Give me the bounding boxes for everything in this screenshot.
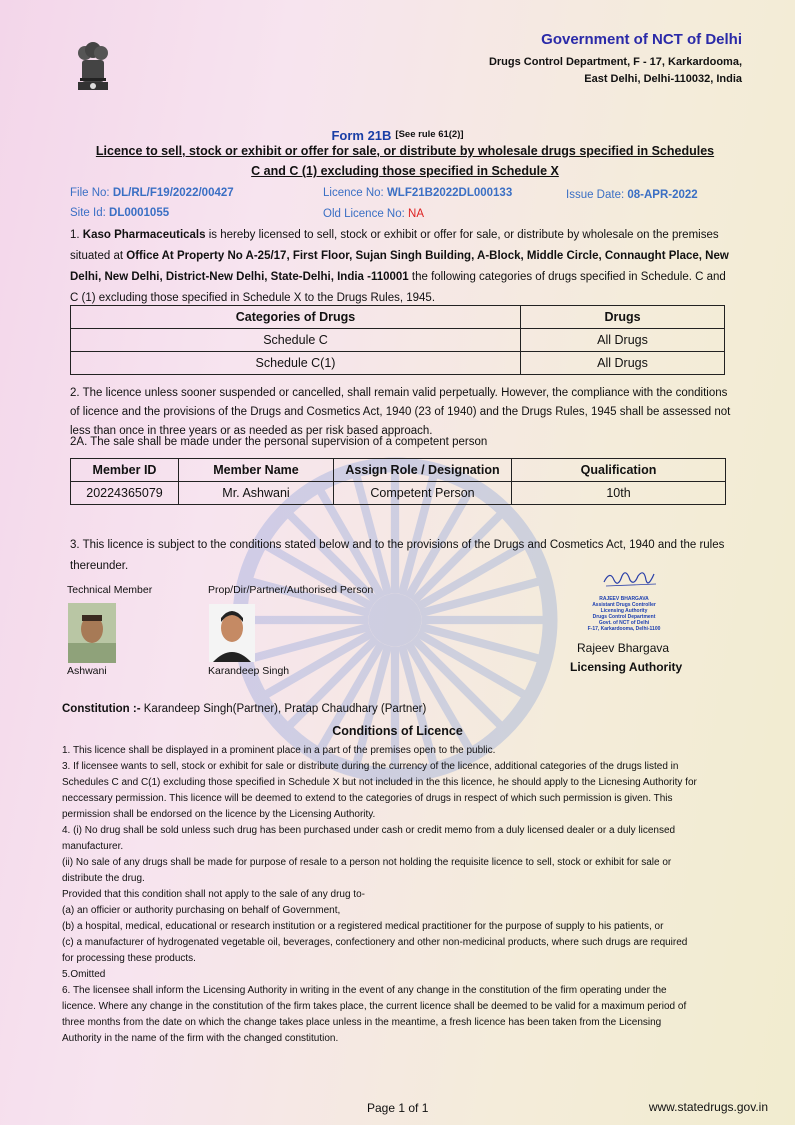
condition-line: licence. Where any change in the constitution of the firm takes place, the current licence shall be deemed to be valid for a maximum period of xyxy=(62,1001,687,1012)
licence-no: Licence No: WLF21B2022DL000133 xyxy=(323,187,513,199)
condition-line: Provided that this condition shall not apply to the sale of any drug to- xyxy=(62,889,365,900)
department-line-1: Drugs Control Department, F - 17, Karkardooma, xyxy=(488,56,742,68)
column-header: Qualification xyxy=(512,459,726,482)
table-header-row xyxy=(71,459,726,482)
condition-line: three months from the date on which the change takes place unless in the meantime, a fresh licence has been taken from the Licensing xyxy=(62,1017,662,1028)
condition-line: (b) a hospital, medical, educational or research institution or a registered medical practitioner for the purpose of supply to his patients, or xyxy=(62,921,664,932)
page-number: Page 1 of 1 xyxy=(367,1101,429,1115)
condition-line: neccessary permission. This licence will be deemed to extend to the categories of drugs in respect of which such permission is given. This xyxy=(62,793,673,804)
issue-date: Issue Date: 08-APR-2022 xyxy=(566,189,698,201)
condition-line: permission shall be endorsed on the licence by the Licensing Authority. xyxy=(62,809,376,820)
partner-label: Prop/Dir/Partner/Authorised Person xyxy=(208,584,374,596)
national-emblem-icon xyxy=(68,38,118,94)
signature-icon xyxy=(600,566,662,592)
premises-address: Office At Property No A-25/17, First Floor, Sujan Singh Building, A-Block, Middle Circle, Connaught Place, New Delhi, New Delhi, District-New Delhi, State-Delhi, India -110001 xyxy=(70,250,729,283)
condition-line: (ii) No sale of any drugs shall be made for purpose of resale to a person not holding the requisite licence to sell, stock or exhibit for sale or xyxy=(62,857,672,868)
old-licence-no: Old Licence No: NA xyxy=(323,208,425,220)
authority-title: Licensing Authority xyxy=(570,660,683,674)
licence-heading-line-1: Licence to sell, stock or exhibit or offer for sale, or distribute by wholesale drugs specified in Schedules xyxy=(95,144,715,158)
table-cell: Competent Person xyxy=(334,482,512,505)
form-title xyxy=(0,127,795,145)
table-cell: Schedule C(1) xyxy=(71,352,521,375)
condition-line: for processing these products. xyxy=(62,953,196,964)
column-header: Member Name xyxy=(179,459,334,482)
table-cell: Mr. Ashwani xyxy=(179,482,334,505)
licence-heading-line-2: C and C (1) excluding those specified in Schedule X xyxy=(251,164,559,178)
form-rule: [See rule 61(2)] xyxy=(395,129,464,140)
table-header-row xyxy=(71,306,725,329)
conditions-list xyxy=(62,743,732,1047)
table-cell: Schedule C xyxy=(71,329,521,352)
condition-line: 5.Omitted xyxy=(62,969,106,980)
website-link[interactable]: www.statedrugs.gov.in xyxy=(648,1100,768,1114)
member-table xyxy=(70,458,726,505)
condition-line: 1. This licence shall be displayed in a prominent place in a part of the premises open to the public. xyxy=(62,745,496,756)
condition-line: 4. (i) No drug shall be sold unless such drug has been purchased under cash or credit memo from a duly licensed dealer or a duly licensed xyxy=(62,825,676,836)
licence-paragraph-2: 2. The licence unless sooner suspended or cancelled, shall remain valid perpetually. However, the compliance with the conditions of licence and the provisions of the Drugs and Cosmetics Act, 1940 (23 of 1940) and the Drugs Rules, 1945 shall be assessed not less than once in three years or as needed as per risk based approach. xyxy=(70,387,731,437)
condition-line: 6. The licensee shall inform the Licensing Authority in writing in the event of any change in the constitution of the firm operating under the xyxy=(62,985,667,996)
conditions-title: Conditions of Licence xyxy=(332,724,463,738)
constitution: Constitution :- Karandeep Singh(Partner), Pratap Chaudhary (Partner) xyxy=(62,703,427,715)
form-number: Form 21B xyxy=(331,128,392,143)
drug-categories-table xyxy=(70,305,725,375)
table-row xyxy=(71,329,725,352)
condition-line: Schedules C and C(1) excluding those specified in Schedule X but not included in the this licence, he should apply to the Licnesing Authority for xyxy=(62,777,697,788)
table-row xyxy=(71,352,725,375)
column-header: Member ID xyxy=(71,459,179,482)
partner-name: Karandeep Singh xyxy=(208,665,290,677)
authority-name: Rajeev Bhargava xyxy=(577,641,670,655)
licence-paragraph-3: 3. This licence is subject to the conditions stated below and to the provisions of the Drugs and Cosmetics Act, 1940 and the rules thereunder. xyxy=(70,539,725,572)
technical-member-photo xyxy=(68,603,116,663)
partner-photo xyxy=(209,604,255,662)
table-cell: 20224365079 xyxy=(71,482,179,505)
site-id: Site Id: DL0001055 xyxy=(70,207,170,219)
government-title: Government of NCT of Delhi xyxy=(541,31,742,48)
firm-name: Kaso Pharmaceuticals xyxy=(82,229,206,241)
condition-line: (a) an officier or authority purchasing on behalf of Government, xyxy=(62,905,341,916)
department-line-2: East Delhi, Delhi-110032, India xyxy=(584,73,742,85)
licence-paragraph-1: 1. Kaso Pharmaceuticals is hereby licensed to sell, stock or exhibit or offer for sale, or distribute by wholesale on the premises situated at Office At Property No A-25/17, First Floor, Sujan Singh Building, A-Block, Middle Circle, Connaught Place, New Delhi, New Delhi, District-New Delhi, State-Delhi, India -110001 the following categories of drugs specified in Schedule. C and C (1) excluding those specified in Schedule X to the Drugs Rules, 1945. xyxy=(70,229,729,304)
column-header: Assign Role / Designation xyxy=(334,459,512,482)
condition-line: 3. If licensee wants to sell, stock or exhibit for sale or distribute during the currency of the licence, additional categories of the drugs listed in xyxy=(62,761,679,772)
condition-line: (c) a manufacturer of hydrogenated vegetable oil, beverages, confectionery and other non-medicinal products, where such drugs are required xyxy=(62,937,688,948)
column-header: Categories of Drugs xyxy=(71,306,521,329)
licence-paragraph-2a: 2A. The sale shall be made under the personal supervision of a competent person xyxy=(70,436,488,448)
table-cell: All Drugs xyxy=(521,329,725,352)
file-no: File No: DL/RL/F19/2022/00427 xyxy=(70,187,234,199)
table-cell: All Drugs xyxy=(521,352,725,375)
technical-member-name: Ashwani xyxy=(67,665,107,677)
authority-stamp: RAJEEV BHARGAVA Assistant Drugs Controller Licensing Authority Drugs Control Department Govt. of NCT of Delhi F-17, Karkardooma, Delhi-1100 xyxy=(587,596,661,632)
table-cell: 10th xyxy=(512,482,726,505)
technical-member-label: Technical Member xyxy=(67,584,153,596)
condition-line: manufacturer. xyxy=(62,841,124,852)
table-row xyxy=(71,482,726,505)
column-header: Drugs xyxy=(521,306,725,329)
condition-line: Authority in the name of the firm with the changed constitution. xyxy=(62,1033,339,1044)
condition-line: distribute the drug. xyxy=(62,873,145,884)
